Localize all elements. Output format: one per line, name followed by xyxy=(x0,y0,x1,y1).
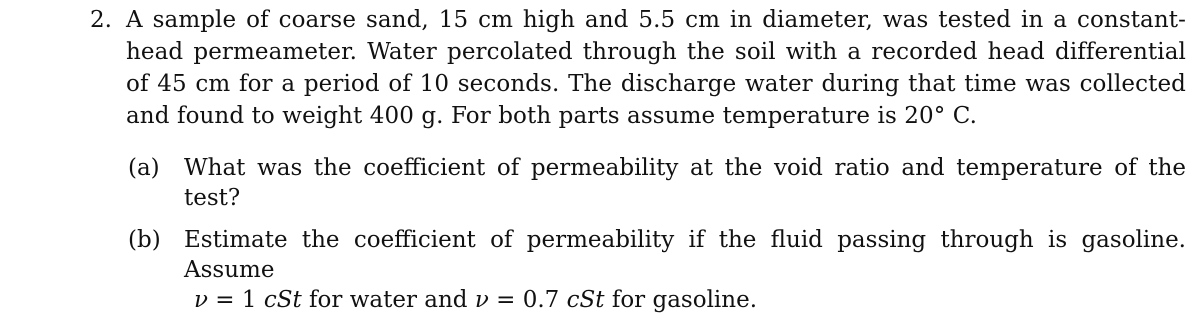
part-b-middle: for water and xyxy=(309,287,468,313)
problem-parts xyxy=(128,153,1186,315)
part-b-text xyxy=(184,225,1186,315)
part-b-label: (b) xyxy=(128,227,161,253)
gasoline-viscosity-value: = 0.7 xyxy=(496,287,560,313)
water-viscosity-unit: cSt xyxy=(263,287,302,313)
part-a-text: What was the coefficient of permeability at the void ratio and temperature of the test? xyxy=(184,155,1186,211)
part-b xyxy=(128,225,1186,315)
water-viscosity-value: = 1 xyxy=(215,287,257,313)
part-b-tail: for gasoline. xyxy=(611,287,758,313)
gasoline-viscosity-unit: cSt xyxy=(566,287,605,313)
problem-statement: A sample of coarse sand, 15 cm high and 5.5 cm in diameter, was tested in a constant-head permeameter. Water percolated through the soil with a recorded head differential of 45 cm for a period of 10 seconds. The discharge water during that time was collected and found to weight 400 g. For both parts assume temperature is 20° C. xyxy=(126,7,1186,129)
problem-block xyxy=(90,4,1186,132)
part-b-intro: Estimate the coefficient of permeability if the fluid passing through is gasoline. Assume xyxy=(184,227,1186,283)
nu-symbol-water: ν xyxy=(194,287,208,313)
nu-symbol-gasoline: ν xyxy=(474,287,489,313)
part-a xyxy=(128,153,1186,213)
problem-number: 2. xyxy=(90,7,112,33)
part-a-label: (a) xyxy=(128,155,160,181)
